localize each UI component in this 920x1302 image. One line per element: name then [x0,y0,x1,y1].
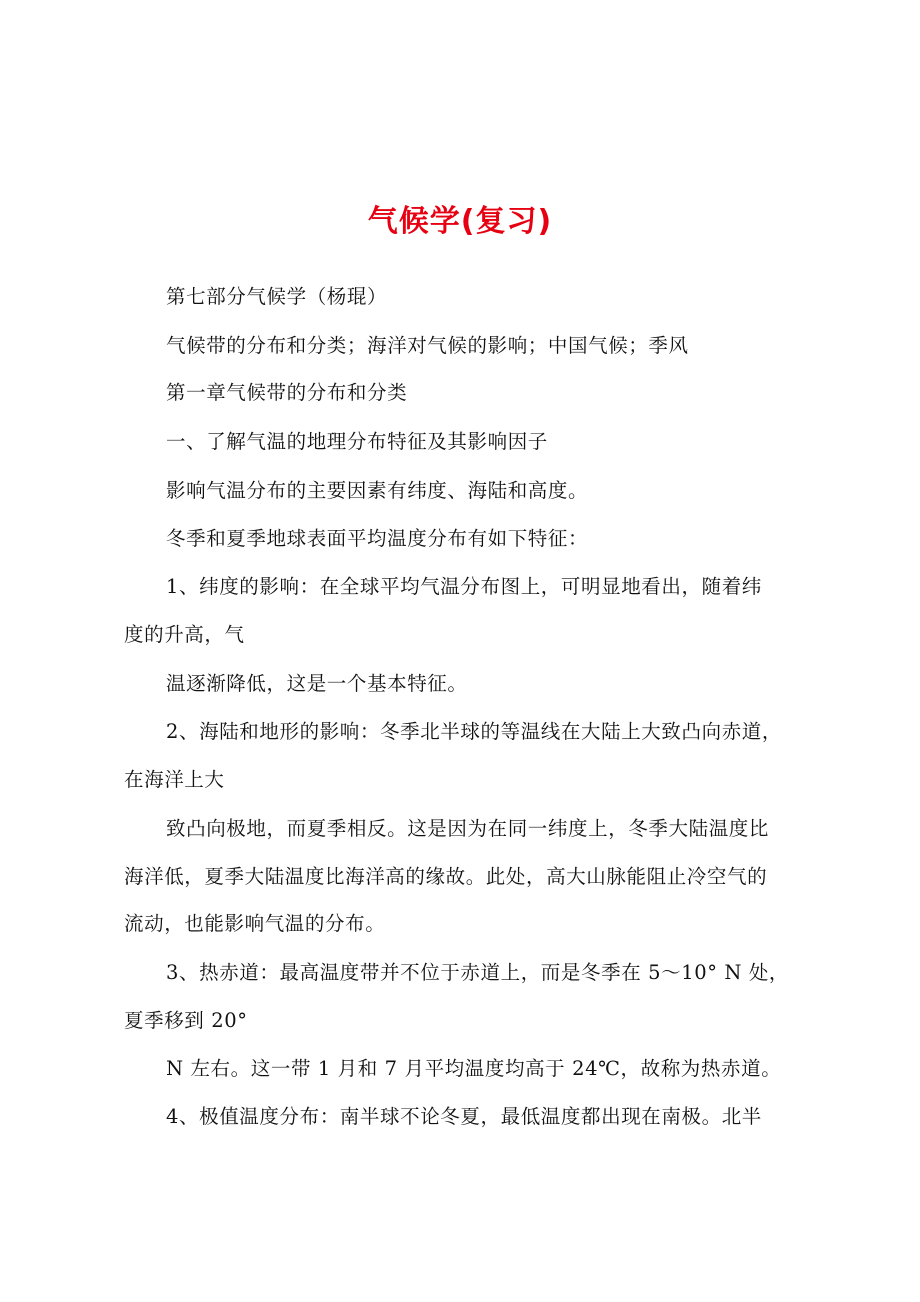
text-line: 夏季移到 20° [124,1009,248,1032]
text-line: N 左右。这一带 1 月和 7 月平均温度均高于 24℃，故称为热赤道。 [166,1057,782,1080]
text-line: 在海洋上大 [124,768,225,791]
text-line: 度的升高，气 [124,623,245,646]
text-line: 影响气温分布的主要因素有纬度、海陆和高度。 [166,479,589,502]
text-line: 1、纬度的影响：在全球平均气温分布图上，可明显地看出，随着纬 [166,575,762,598]
text-line: 温逐渐降低，这是一个基本特征。 [166,672,468,695]
text-line: 2、海陆和地形的影响：冬季北半球的等温线在大陆上大致凸向赤道， [166,720,783,743]
text-line: 4、极值温度分布：南半球不论冬夏，最低温度都出现在南极。北半 [166,1105,762,1128]
text-line: 致凸向极地，而夏季相反。这是因为在同一纬度上，冬季大陆温度比 [166,817,770,840]
text-line: 海洋低，夏季大陆温度比海洋高的缘故。此处，高大山脉能阻止冷空气的 [124,865,768,888]
text-line: 冬季和夏季地球表面平均温度分布有如下特征： [166,527,589,550]
text-line: 第一章气候带的分布和分类 [166,381,408,404]
text-line: 流动，也能影响气温的分布。 [124,912,386,935]
text-line: 气候带的分布和分类；海洋对气候的影响；中国气候；季风 [166,334,689,357]
text-line: 3、热赤道：最高温度带并不位于赤道上，而是冬季在 5～10° N 处， [166,961,790,984]
document-title: 气候学(复习) [367,204,553,239]
text-line: 第七部分气候学（杨琨） [166,285,388,308]
text-line: 一、了解气温的地理分布特征及其影响因子 [166,430,548,453]
